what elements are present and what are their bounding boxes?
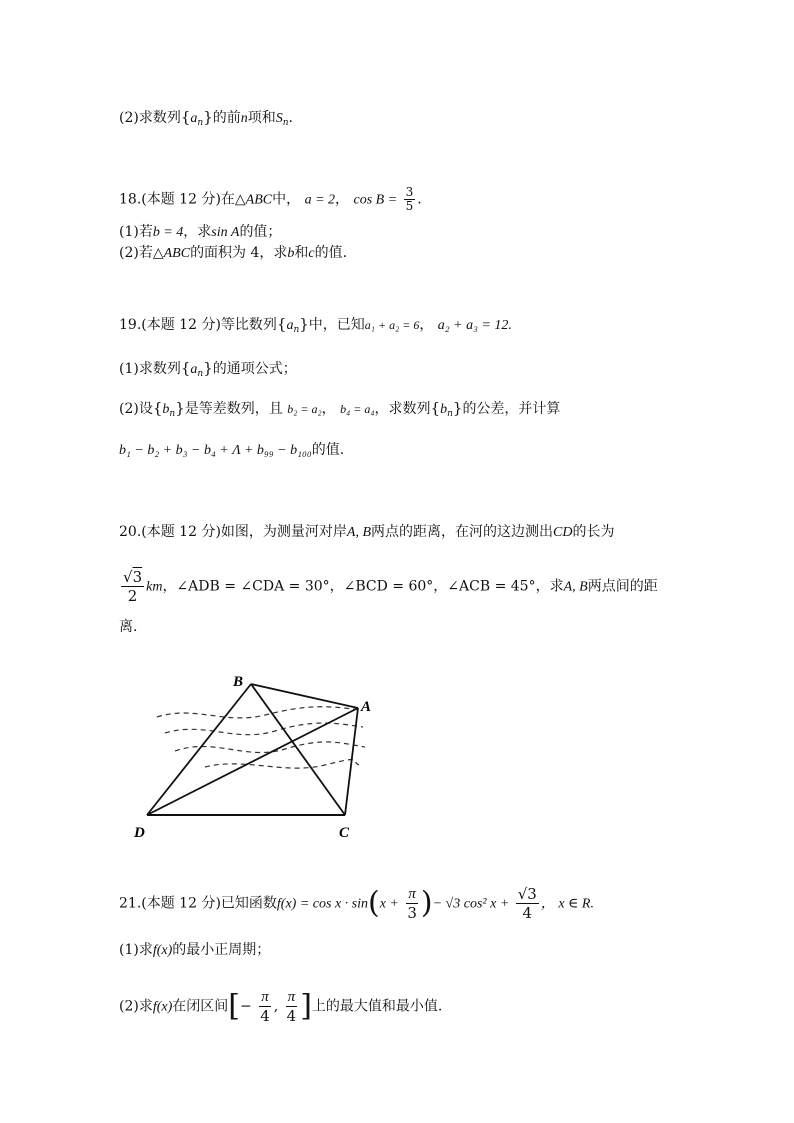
river-line-4	[205, 760, 359, 769]
q21-part1: (1)求f(x)的最小正周期；	[119, 942, 271, 958]
q20-line3: 离.	[119, 619, 138, 635]
fraction-3-5: $\frac{3}{5}$	[405, 185, 414, 213]
q19-part2: (2)设$\{b_n\}$是等差数列，且 b₂ = a₂， b₄ = a₄，求数列$\{b_n\}$的公差，并计算	[119, 399, 561, 419]
q21-part2: (2)求f(x)在闭区间[− $\frac{\pi}{4}$ , $\frac{\pi}{4}$ ]上的最大值和最小值.	[119, 988, 443, 1025]
segment-DB	[147, 684, 251, 815]
fraction-sqrt3-over-2: $\frac{√3}{2}$	[123, 568, 143, 605]
segment-BC	[251, 684, 345, 815]
fraction-pi-4-right: $\frac{\pi}{4}$	[286, 989, 297, 1025]
label-A: A	[361, 699, 372, 715]
label-D: D	[134, 825, 145, 841]
fraction-pi-4-left: $\frac{\pi}{4}$	[260, 989, 270, 1025]
q20-line1: 20.(本题 12 分)如图，为测量河对岸A, B两点的距离，在河的这边测出CD的长为	[119, 524, 615, 540]
q18-part1: (1)若b = 4，求sin A的值；	[119, 224, 282, 240]
q19-header: 19.(本题 12 分)等比数列$\{a_n\}$中，已知a₁ + a₂ = 6， a₂ + a₃ = 12.	[119, 315, 512, 335]
q17-part2: (2)求数列$\{a_n\}$的前n项和$S_n$.	[119, 108, 293, 128]
label-B: B	[233, 674, 244, 690]
q19-expression: b₁ − b₂ + b₃ − b₄ + Λ + b₉₉ − b₁₀₀的值.	[119, 442, 345, 458]
river-geometry-figure	[125, 665, 385, 845]
q18-part2: (2)若△ABC的面积为 4，求b和c的值.	[119, 245, 348, 261]
q20-line2: $\frac{√3}{2}$ km，∠ADB = ∠CDA = 30°，∠BCD = 60°，∠ACB = 45°，求A, B两点间的距	[123, 568, 658, 605]
river-line-2	[165, 723, 363, 735]
label-C: C	[339, 825, 350, 841]
q18-header: 18.(本题 12 分)在△ABC中， a = 2， cos B = $\frac{3}{5}$ .	[119, 185, 422, 213]
segment-BA	[251, 684, 358, 708]
segment-AC	[345, 708, 358, 815]
fraction-sqrt3-4: $\frac{√3}{4}$	[517, 885, 537, 922]
segment-DA	[147, 708, 358, 815]
fraction-pi-3: $\frac{\pi}{3}$	[407, 886, 417, 922]
q21-header: 21.(本题 12 分)已知函数f(x) = cos x · sin(x + $\frac{\pi}{3}$ )− √3 cos² x + $\frac{√3}{4}$ ， x ∈ R.	[119, 885, 594, 922]
river-line-1	[157, 707, 360, 718]
q19-part1: (1)求数列$\{a_n\}$的通项公式；	[119, 359, 297, 379]
